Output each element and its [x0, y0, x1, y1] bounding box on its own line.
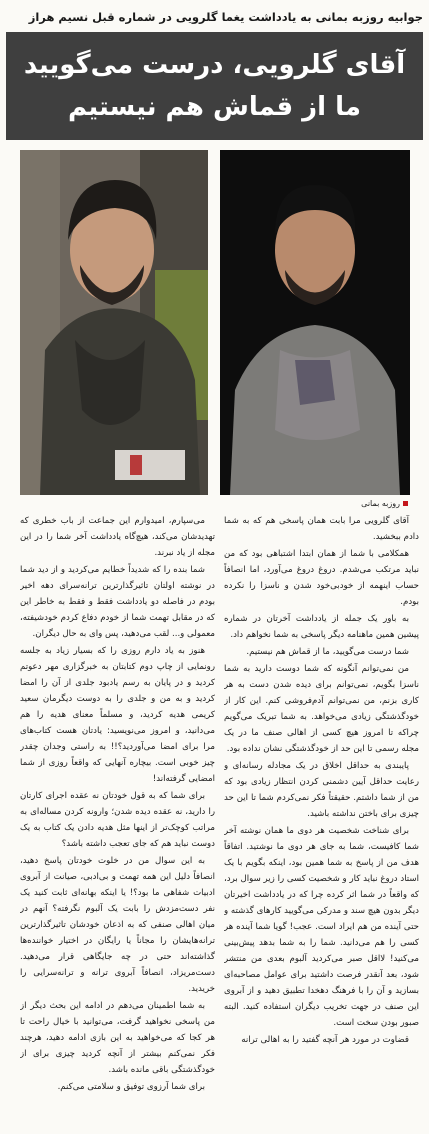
portrait-photo-left — [20, 150, 208, 495]
paragraph: برای شناخت شخصیت هر دوی ما همان نوشته آخر شما کافیست، شما به جای هر دوی ما نوشتید. اتفاقاً هدف من از پاسخ به شما همین بود، اینکه بگویم با یک استاد دروغ نباید کار و شخصیت کسی را زیر سوال برد، که واقعاً در شما اثر کرده چرا که در یادداشت اخیرتان دیگر بدون هیچ سند و مدرکی می‌گویید کارهای گذشته و حتی آینده من هم ایراد است. عجب! گویا شما آینده هر کسی را هم می‌دانید. شما را به شما بدهد پیش‌بینی می‌کنید! لااقل صبر می‌کردید آلبوم بعدی من منتشر شود، بعد آنقدر فرصت داشتید برای عوامل مصاحبه‌ای بسازید و آن را با فرهنگ دهخدا تطبیق دهید و از آبروی این صنف در جهت تخریب دیگران استفاده کنید. البته صبور بودن سخت است. — [224, 826, 419, 1028]
paragraph: شما درست می‌گویید، ما از قماش هم نیستیم. — [246, 647, 409, 657]
paragraph: به شما اطمینان می‌دهم در ادامه این بحث دیگر از من پاسخی نخواهید گرفت، می‌توانید با خیال راحت تا هر کجا که می‌خواهید به این بازی ادامه دهید، هرچند فکر نمی‌کنم بیشتر از آنچه کردید چیزی برای از خودگذشتگی باقی مانده باشد. — [20, 1001, 215, 1075]
headline-line-2: ما از قماش هم نیستیم — [68, 92, 361, 122]
caption-dot-icon — [403, 501, 408, 506]
photo-caption-text: روزبه بمانی — [361, 499, 400, 508]
paragraph: قضاوت در مورد هر آنچه گفتید را به اهالی ترانه — [241, 1035, 409, 1045]
paragraph: به این سوال من در خلوت خودتان پاسخ دهید، انصافاً دلیل این همه تهمت و بی‌ادبی، صیانت از آبروی ادبیات شفاهی ما بود؟! یا اینکه بهانه‌ای ثابت کنید یک نفر دست‌مزدش را بابت یک آلبوم نگرفته؟ آنهم در میان اهالی صنفی که به اذعان خودشان تاثیرگذارترین ترانه‌هایشان را مجاناً یا رایگان در اختیار خواننده‌ها گذاشته‌اند حتی در چه جایگاهی قرار می‌دهید. دست‌مریزاد، انصافاً آبروی ترانه و ترانه‌سرایی را خریدید. — [20, 856, 215, 994]
paragraph: به باور یک جمله از یادداشت آخرتان در شماره پیشین همین ماهنامه دیگر پاسخی به شما نخواهم داد. — [224, 614, 419, 640]
main-headline — [6, 32, 423, 140]
photo-caption — [222, 498, 408, 510]
paragraph: می‌سپارم، امیدوارم این جماعت از باب خطری که تهدیدشان می‌کند، هیچ‌گاه یادداشت آخر شما را در این مجله از یاد نبرند. — [20, 516, 215, 558]
kicker-headline: جوابیه روزبه بمانی به یادداشت یغما گلرویی در شماره قبل نسیم هراز — [28, 10, 423, 24]
article-column-right — [224, 513, 419, 1128]
paragraph: من نمی‌توانم آنگونه که شما دوست دارید به شما ناسزا بگویم، نمی‌توانم برای دیده شدن دست به هر کاری بزنم، من نمی‌توانم آدم‌فروشی کنم. این کار از خودگذشتگی زیادی می‌خواهد. به شما تبریک می‌گویم چراکه تا امروز هیچ کسی از اهالی صنف ما در یک مجله رسمی تا این حد از خودگذشتگی نشان نداده بود. — [224, 664, 419, 754]
paragraph: شما بنده را که شدیداً خطایم می‌کردید و از دید شما در نوشته اولتان تاثیرگذارترین ترانه‌سرای دهه اخیر بودم در فاصله دو یادداشت فقط و فقط به خاطر این که در مقابل تهمت شما از خودم دفاع کردم خودشیفته، معمولی و... لقب می‌دهید، پس وای به حال دیگران. — [20, 565, 215, 639]
paragraph: همکلامی با شما از همان ابتدا اشتباهی بود که من نباید مرتکب می‌شدم. دروغ دروغ می‌آورد، اما انصافاً حساب اینهمه از خودبی‌خود شدن و ناسزا را نکرده بودم. — [224, 549, 419, 607]
article-column-left — [20, 513, 215, 1128]
paragraph: هنوز به یاد دارم روزی را که بسیار زیاد به جلسه رونمایی از چاپ دوم کتابتان به خبرگزاری مهر دعوتم کردید و در پایان به رسم یادبود جلدی از آن را امضا کردید و به من و جلدی را به دوست دیگرمان سعید کریمی هدیه کردید، و مسلماً معنای هدیه را هم می‌دانید، و امروز می‌نویسید: یادتان هست کتاب‌های مرا برای امضا می‌آوردید؟!! به راستی وجدان چقدر چیز خوبی است. بیچاره آنهایی که واقعاً روزی از شما امضایی گرفته‌اند! — [20, 646, 215, 784]
paragraph: پایبندی به حداقل اخلاق در یک مجادله رسانه‌ای و رعایت حداقل آیین دشمنی کردن انتظار زیادی بود که من از شما داشتم. حقیقتاً فکر نمی‌کردم شما تا این حد چیزی برای باختن نداشته باشید. — [224, 761, 419, 819]
paragraph: برای شما آرزوی توفیق و سلامتی می‌کنم. — [57, 1082, 205, 1092]
paragraph: برای شما که به قول خودتان نه عقده اجرای کارتان را دارید، نه عقده دیده شدن؛ وارونه کردن مساله‌ای به مراتب کوچک‌تر از اینها مثل هدیه دادن یک کتاب به یک دوست نباید هم که جای تعجب داشته باشد؟ — [20, 791, 215, 849]
portrait-photo-right — [220, 150, 410, 495]
headline-line-1: آقای گلرویی، درست می‌گویید — [23, 50, 406, 80]
paragraph: آقای گلرویی مرا بابت همان پاسخی هم که به شما دادم ببخشید. — [224, 516, 419, 542]
